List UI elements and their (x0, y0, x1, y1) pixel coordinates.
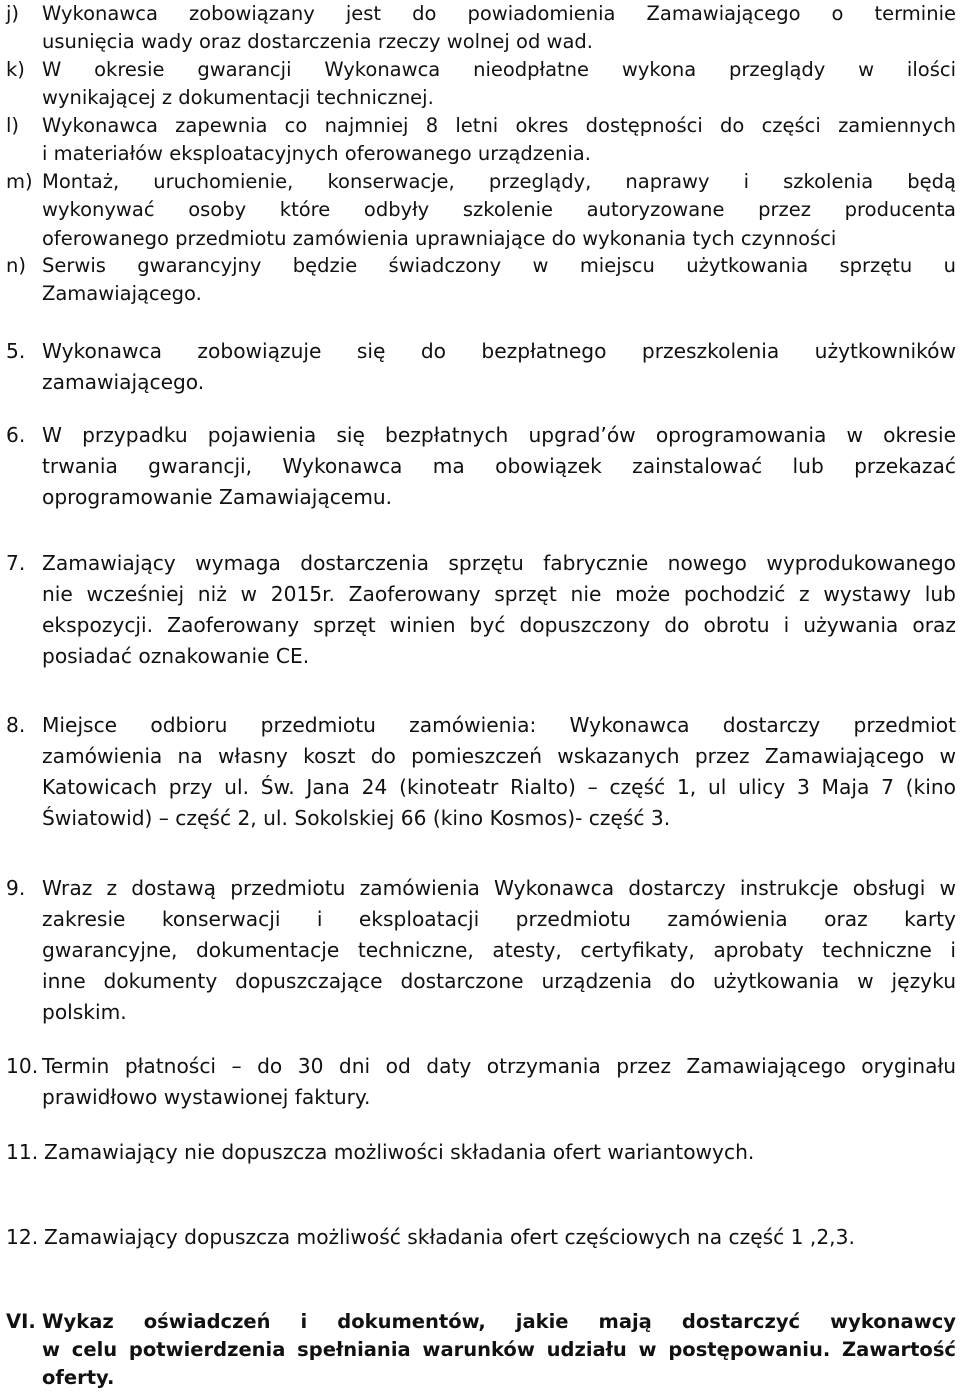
paragraph-p5 (6, 336, 956, 398)
paragraph-line: posiadać oznakowanie CE. (42, 644, 310, 668)
paragraph-n (6, 252, 956, 309)
paragraph-number: 11. (6, 1140, 39, 1164)
paragraph-line: Zamawiający nie dopuszcza możliwości składania ofert wariantowych. (44, 1140, 755, 1164)
paragraph-line: oferty. (42, 1366, 115, 1390)
paragraph-line: inne dokumenty dopuszczające dostarczone urządzenia do użytkowania w języku (42, 969, 956, 993)
paragraph-line: trwania gwarancji, Wykonawca ma obowiązek zainstalować lub przekazać (42, 454, 956, 478)
paragraph-number: 8. (6, 713, 26, 737)
paragraph-p9 (6, 873, 956, 1028)
paragraph-number: 7. (6, 551, 26, 575)
paragraph-line: Wykaz oświadczeń i dokumentów, jakie mają dostarczyć wykonawcy (42, 1310, 956, 1333)
paragraph-line: i materiałów eksploatacyjnych oferowanego urządzenia. (42, 142, 591, 166)
paragraph-m (6, 168, 956, 253)
paragraph-p11 (6, 1137, 956, 1168)
paragraph-line: zamawiającego. (42, 370, 205, 394)
paragraph-line: Wykonawca zobowiązuje się do bezpłatnego przeszkolenia użytkowników (42, 339, 956, 363)
paragraph-number: n) (6, 254, 26, 277)
paragraph-number: k) (6, 58, 25, 81)
paragraph-vi (6, 1308, 956, 1393)
paragraph-line: oferowanego przedmiotu zamówienia uprawniające do wykonania tych czynności (42, 226, 837, 250)
paragraph-line: Termin płatności – do 30 dni od daty otrzymania przez Zamawiającego oryginału (42, 1054, 956, 1078)
paragraph-line: Wykonawca zapewnia co najmniej 8 letni okres dostępności do części zamiennych (42, 114, 956, 137)
paragraph-line: Wraz z dostawą przedmiotu zamówienia Wykonawca dostarczy instrukcje obsługi w (42, 876, 956, 900)
paragraph-p6 (6, 420, 956, 513)
paragraph-p7 (6, 548, 956, 672)
paragraph-k (6, 56, 956, 113)
paragraph-p8 (6, 710, 956, 834)
paragraph-j (6, 0, 956, 57)
paragraph-line: ekspozycji. Zaoferowany sprzęt winien być dopuszczony do obrotu i używania oraz (42, 613, 956, 637)
paragraph-line: wykonywać osoby które odbyły szkolenie autoryzowane przez producenta (42, 198, 956, 222)
paragraph-line: w celu potwierdzenia spełniania warunków udziału w postępowaniu. Zawartość (42, 1338, 956, 1362)
paragraph-line: Światowid) – część 2, ul. Sokolskiej 66 (kino Kosmos)- część 3. (42, 806, 671, 830)
paragraph-line: polskim. (42, 1000, 127, 1024)
paragraph-l (6, 112, 956, 169)
paragraph-line: Katowicach przy ul. Św. Jana 24 (kinoteatr Rialto) – część 1, ul ulicy 3 Maja 7 (kino (42, 775, 956, 799)
paragraph-line: zamówienia na własny koszt do pomieszczeń wskazanych przez Zamawiającego w (42, 744, 956, 768)
paragraph-number: 12. (6, 1225, 39, 1249)
paragraph-line: Serwis gwarancyjny będzie świadczony w miejscu użytkowania sprzętu u (42, 254, 956, 277)
paragraph-line: Wykonawca zobowiązany jest do powiadomienia Zamawiającego o terminie (42, 2, 956, 25)
paragraph-line: oprogramowanie Zamawiającemu. (42, 485, 393, 509)
paragraph-line: Zamawiającego. (42, 282, 202, 306)
paragraph-line: Montaż, uruchomienie, konserwacje, przeglądy, naprawy i szkolenia będą (42, 170, 956, 193)
paragraph-line: nie wcześniej niż w 2015r. Zaoferowany sprzęt nie może pochodzić z wystawy lub (42, 582, 956, 606)
paragraph-number: m) (6, 170, 33, 193)
paragraph-number: 6. (6, 423, 26, 447)
paragraph-line: prawidłowo wystawionej faktury. (42, 1085, 371, 1109)
paragraph-line: zakresie konserwacji i eksploatacji przedmiotu zamówienia oraz karty (42, 907, 956, 931)
paragraph-line: Zamawiający dopuszcza możliwość składania ofert częściowych na część 1 ,2,3. (44, 1225, 855, 1249)
paragraph-line: Miejsce odbioru przedmiotu zamówienia: Wykonawca dostarczy przedmiot (42, 713, 956, 737)
paragraph-p12 (6, 1222, 956, 1253)
paragraph-number: l) (6, 114, 20, 137)
paragraph-number: j) (6, 2, 20, 25)
paragraph-line: W okresie gwarancji Wykonawca nieodpłatne wykona przeglądy w ilości (42, 58, 956, 81)
paragraph-line: gwarancyjne, dokumentacje techniczne, atesty, certyfikaty, aprobaty techniczne i (42, 938, 956, 962)
paragraph-p10 (6, 1051, 956, 1113)
paragraph-number: VI. (6, 1310, 36, 1333)
paragraph-line: Zamawiający wymaga dostarczenia sprzętu fabrycznie nowego wyprodukowanego (42, 551, 956, 575)
paragraph-line: W przypadku pojawienia się bezpłatnych upgrad’ów oprogramowania w okresie (42, 423, 956, 447)
paragraph-line: usunięcia wady oraz dostarczenia rzeczy wolnej od wad. (42, 30, 594, 54)
paragraph-number: 9. (6, 876, 26, 900)
paragraph-number: 5. (6, 339, 26, 363)
paragraph-line: wynikającej z dokumentacji technicznej. (42, 86, 434, 110)
paragraph-number: 10. (6, 1054, 39, 1078)
